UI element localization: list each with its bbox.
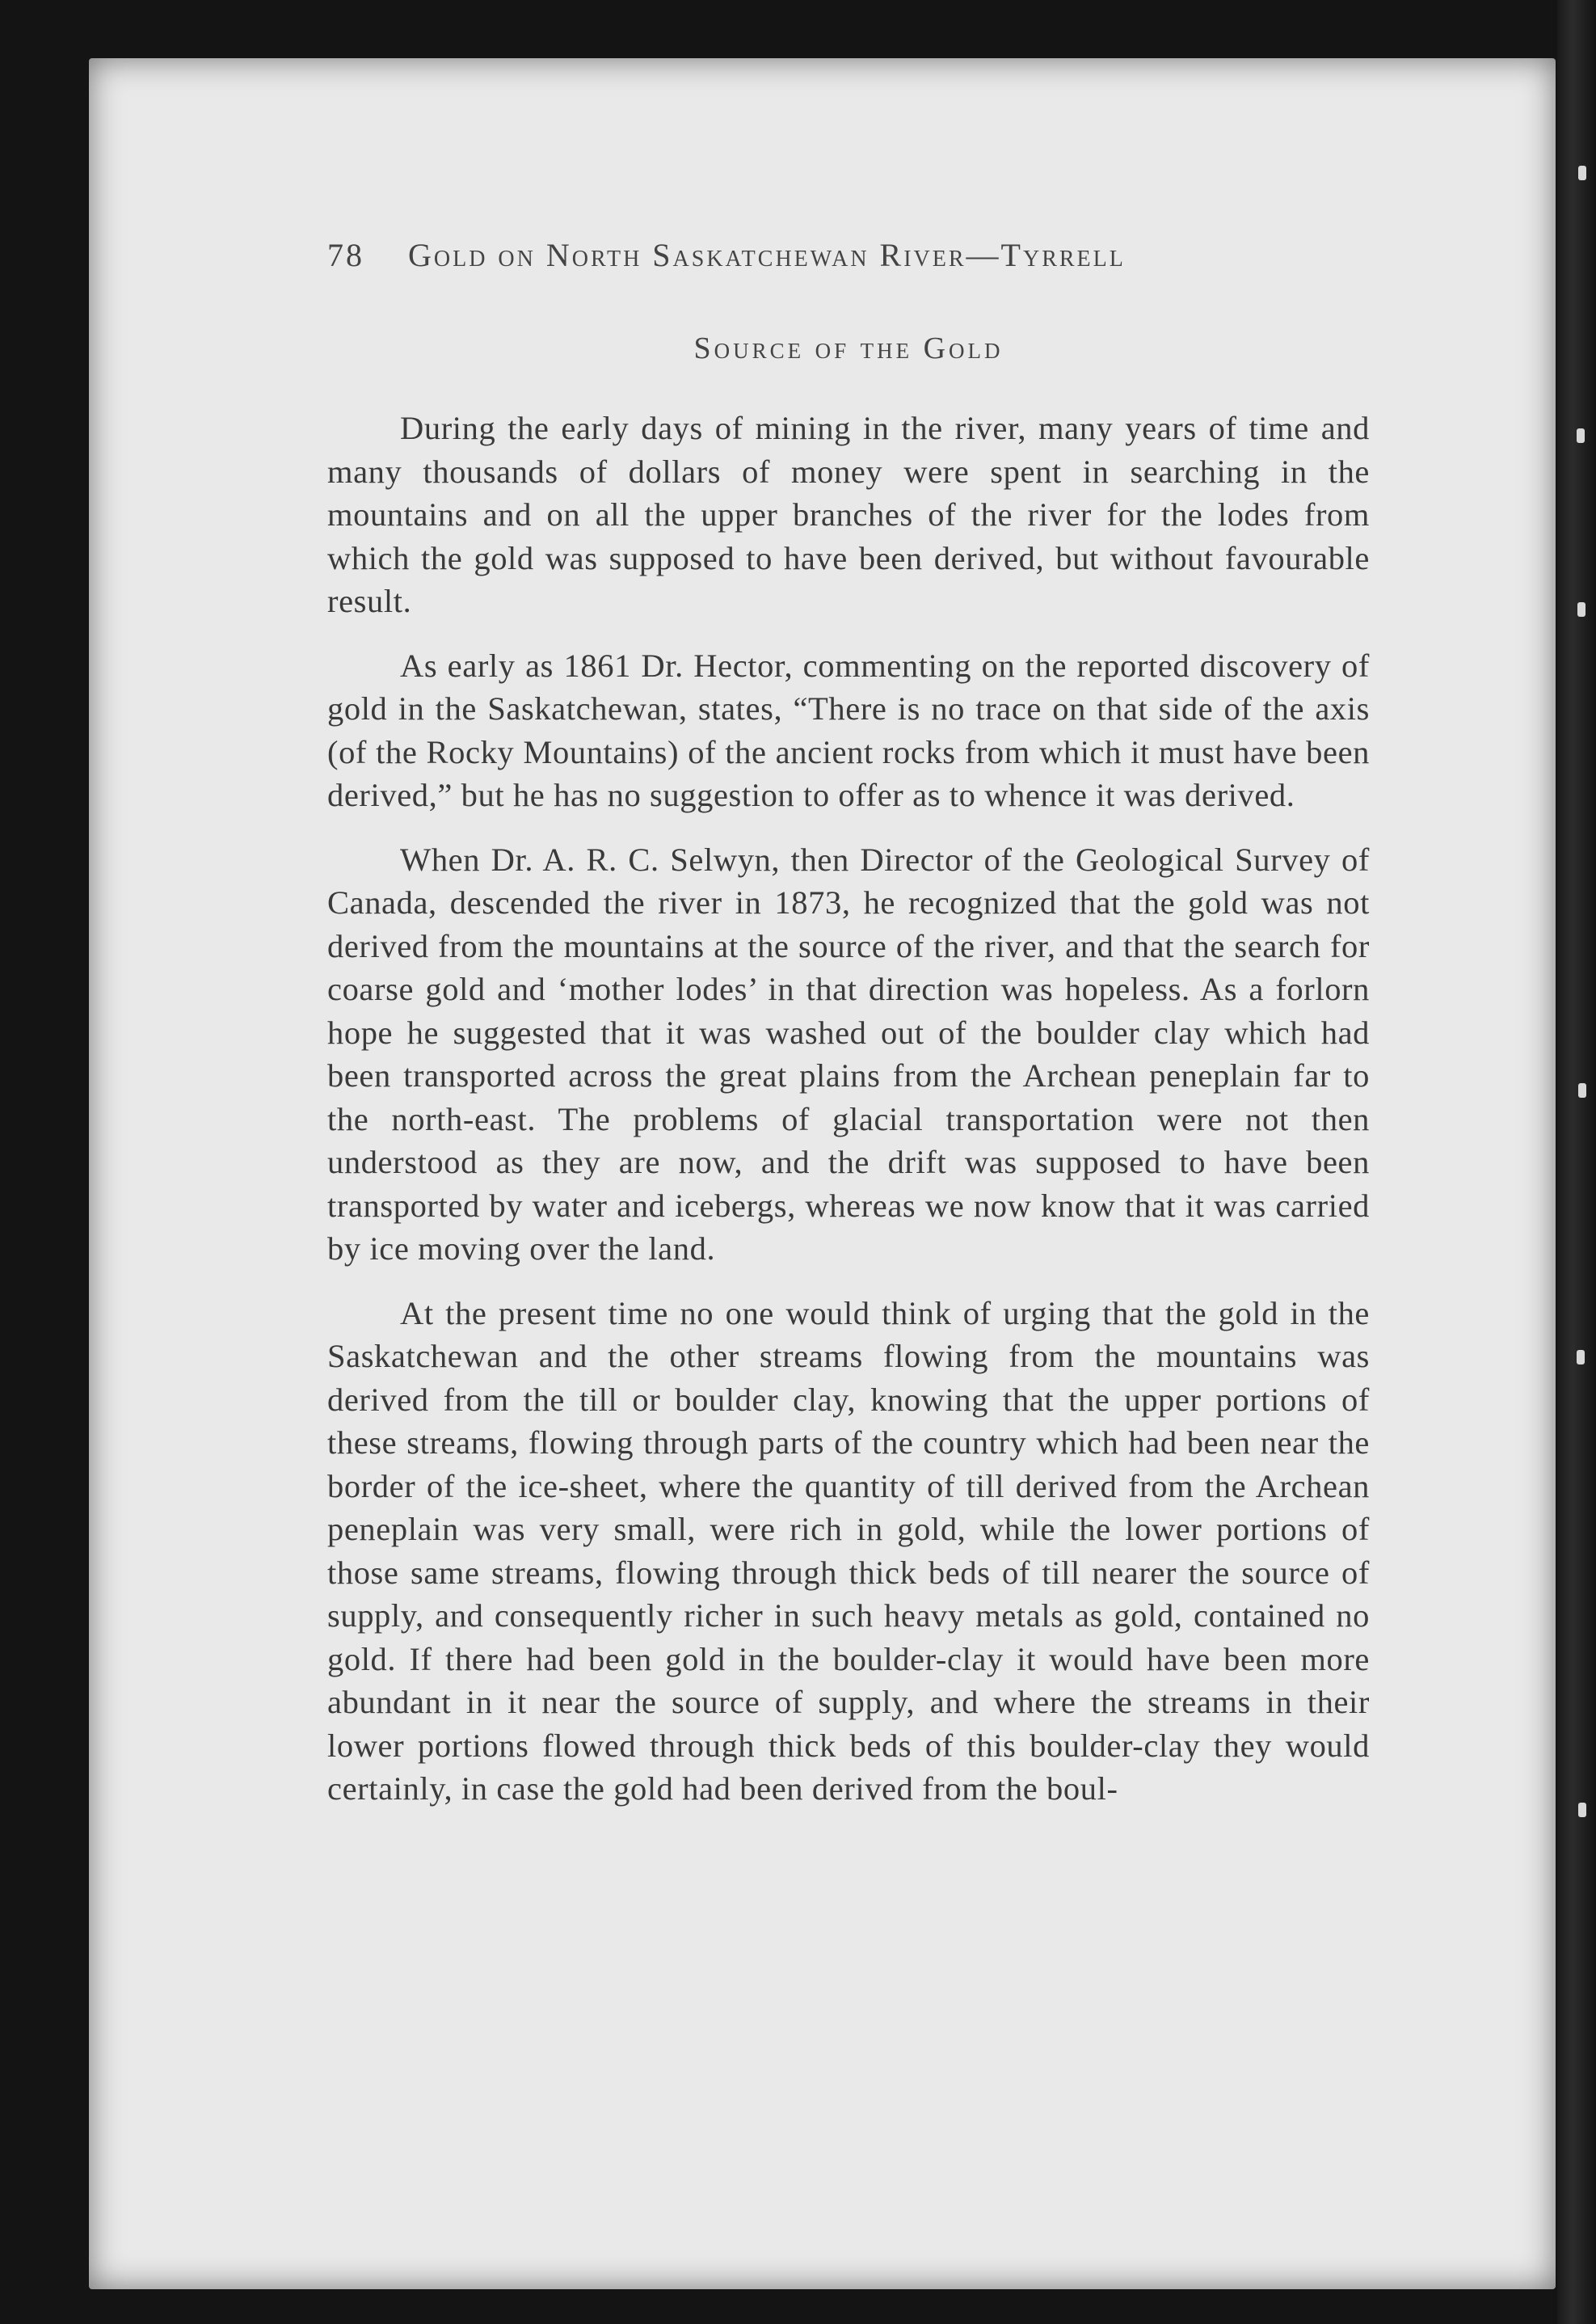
section-heading: Source of the Gold	[693, 331, 1004, 365]
film-mark	[1578, 1083, 1586, 1098]
film-mark	[1578, 1803, 1586, 1817]
paragraph: As early as 1861 Dr. Hector, commenting on the reported discovery of gold in the Saskatchewan, states, “There is no trace on that side of the axis (of the Rocky Mountains) of the ancient rocks from which it must have been derived,” but he has no suggestion to offer as to whence it was derived.	[327, 647, 1370, 813]
page-number: 78	[327, 237, 364, 273]
film-mark	[1577, 1350, 1585, 1364]
paragraph: At the present time no one would think of urging that the gold in the Saskatchewan and the other streams flowing from the mountains was derived from the till or boulder clay, knowing that the upper portions of these streams, flowing through parts of the country which had been near the border of the ice-sheet, where the quantity of till derived from the Archean peneplain was very small, were rich in gold, while the lower portions of those same streams, flowing through thick beds of till nearer the source of supply, and consequently richer in such heavy metals as gold, contained no gold. If there had been gold in the boulder-clay it would have been more abundant in it near the source of supply, and where the streams in their lower portions flowed through thick beds of this boulder-clay they would certainly, in case the gold had been derived from the boul-	[327, 1294, 1370, 1807]
film-mark	[1578, 166, 1586, 180]
paragraph: During the early days of mining in the river, many years of time and many thousands of dollars of money were spent in searching in the mountains and on all the upper branches of the river for the lodes from which the gold was supposed to have been derived, but without favourable result.	[327, 410, 1370, 619]
running-head	[327, 236, 1370, 274]
document-page	[89, 58, 1556, 2289]
page-content	[327, 236, 1370, 1832]
film-mark	[1577, 602, 1585, 617]
film-edge	[1557, 0, 1596, 2324]
paragraph: When Dr. A. R. C. Selwyn, then Director of the Geological Survey of Canada, descended the river in 1873, he recognized that the gold was not derived from the mountains at the source of the river, and that the search for coarse gold and ‘mother lodes’ in that direction was hopeless. As a forlorn hope he suggested that it was washed out of the boulder clay which had been transported across the great plains from the Archean peneplain far to the north-east. The problems of glacial transportation were not then understood as they are now, and the drift was supposed to have been transported by water and icebergs, whereas we now know that it was carried by ice moving over the land.	[327, 841, 1370, 1267]
running-title: Gold on North Saskatchewan River—Tyrrell	[408, 237, 1126, 273]
film-mark	[1577, 428, 1585, 443]
